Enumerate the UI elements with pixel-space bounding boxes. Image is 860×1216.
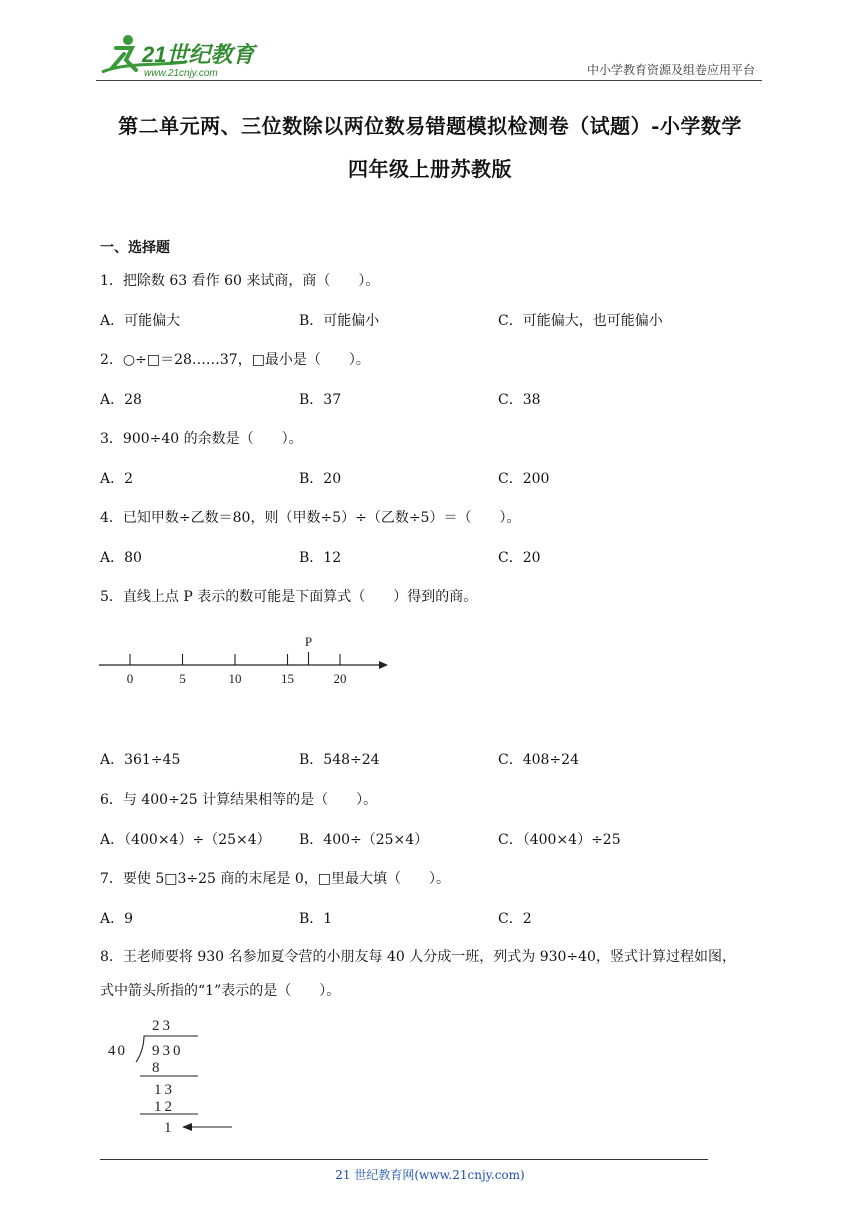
- q1-option-b: B．可能偏小: [299, 313, 380, 329]
- q4-option-c: C．20: [498, 550, 541, 566]
- footer-link[interactable]: 21 世纪教育网(www.21cnjy.com): [335, 1168, 525, 1182]
- number-line-arrow: [379, 661, 388, 669]
- header-platform-text: 中小学教育资源及组卷应用平台: [586, 63, 755, 77]
- step-2-difference: 13: [154, 1082, 175, 1098]
- question-6: 6．与 400÷25 计算结果相等的是（ ）。: [100, 792, 378, 808]
- q2-option-a: A．28: [100, 392, 142, 408]
- q5-option-b: B．548÷24: [299, 752, 380, 768]
- question-3: 3．900÷40 的余数是（ ）。: [100, 431, 303, 447]
- logo-url: www.21cnjy.com: [144, 68, 218, 79]
- site-logo: [96, 32, 266, 82]
- number-line-figure: [95, 628, 395, 690]
- dividend: 930: [152, 1043, 184, 1059]
- q3-option-b: B．20: [299, 471, 342, 487]
- remainder: 1: [164, 1120, 172, 1136]
- footer-divider: [100, 1159, 708, 1160]
- quotient: 23: [152, 1018, 173, 1034]
- q7-option-a: A．9: [100, 911, 134, 927]
- q6-option-a: A．（400×4）÷（25×4）: [100, 832, 271, 848]
- q5-option-a: A．361÷45: [100, 752, 181, 768]
- q4-option-b: B．12: [299, 550, 342, 566]
- question-1: 1．把除数 63 看作 60 来试商，商（ ）。: [100, 273, 380, 289]
- question-5: 5．直线上点 P 表示的数可能是下面算式（ ）得到的商。: [100, 589, 478, 605]
- q3-option-a: A．2: [100, 471, 134, 487]
- page-title-line-2: 四年级上册苏教版: [348, 157, 512, 181]
- q4-option-a: A．80: [100, 550, 142, 566]
- question-7: 7．要使 5□3÷25 商的末尾是 0，□里最大填（ ）。: [100, 871, 450, 887]
- point-p-label: P: [304, 634, 313, 649]
- q5-option-c: C．408÷24: [498, 752, 579, 768]
- q2-option-c: C．38: [498, 392, 541, 408]
- tick-label-20: 20: [333, 671, 347, 686]
- logo-text: 21世纪教育: [142, 42, 255, 67]
- step-1-product: 8: [152, 1060, 160, 1076]
- question-2: 2．○÷□＝28……37，□最小是（ ）。: [100, 352, 370, 368]
- question-4: 4．已知甲数÷乙数＝80，则（甲数÷5）÷（乙数÷5）＝（ ）。: [100, 510, 521, 526]
- q2-option-b: B．37: [299, 392, 342, 408]
- question-8-line-1: 8．王老师要将 930 名参加夏令营的小朋友每 40 人分成一班，列式为 930÷40，竖式计算过程如图，: [100, 949, 736, 965]
- section-heading: 一、选择题: [100, 240, 170, 256]
- step-3-product: 12: [154, 1099, 175, 1115]
- q6-option-c: C．（400×4）÷25: [498, 832, 621, 848]
- q7-option-b: B．1: [299, 911, 333, 927]
- page-title-line-1: 第二单元两、三位数除以两位数易错题模拟检测卷（试题）-小学数学: [118, 114, 742, 138]
- q7-option-c: C．2: [498, 911, 532, 927]
- header-divider: [96, 80, 762, 81]
- q1-option-c: C．可能偏大，也可能偏小: [498, 313, 663, 329]
- q1-option-a: A．可能偏大: [100, 313, 181, 329]
- arrow-icon: [182, 1123, 192, 1131]
- q6-option-b: B．400÷（25×4）: [299, 832, 429, 848]
- divisor: 40: [108, 1043, 127, 1059]
- long-division-figure: [106, 1012, 246, 1142]
- q3-option-c: C．200: [498, 471, 550, 487]
- tick-label-0: 0: [126, 671, 134, 686]
- tick-label-5: 5: [179, 671, 186, 686]
- tick-label-10: 10: [228, 671, 242, 686]
- tick-label-15: 15: [281, 671, 294, 686]
- question-8-line-2: 式中箭头所指的“1”表示的是（ ）。: [100, 983, 341, 999]
